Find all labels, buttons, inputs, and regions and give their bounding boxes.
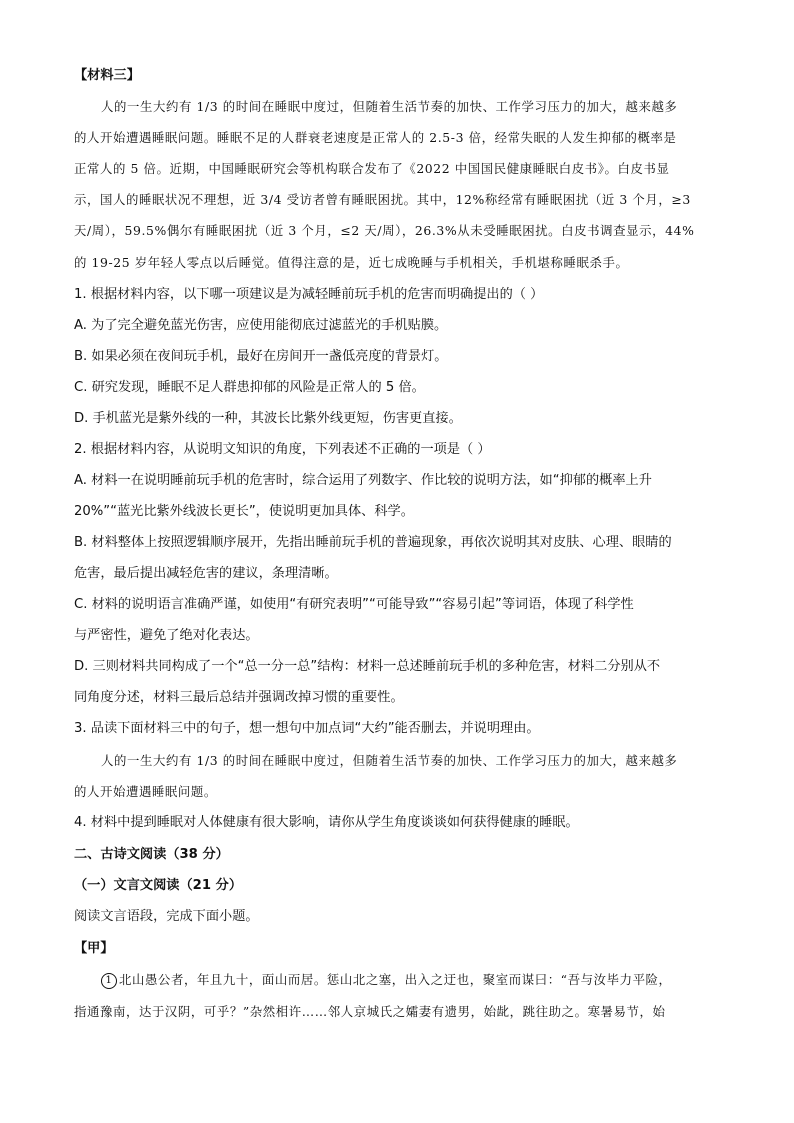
question-3-quote-line-1: 人的一生大约有 1/3 的时间在睡眠中度过，但随着生活节奏的加快、工作学习压力的加大，越来越多 <box>101 753 678 768</box>
question-2-option-b-line-1: B. 材料整体上按照逻辑顺序展开，先指出睡前玩手机的普遍现象，再依次说明其对皮肤、心理、眼睛的 <box>74 535 672 550</box>
question-2-option-d-line-2: 同角度分述，材料三最后总结并强调改掉习惯的重要性。 <box>74 690 404 705</box>
question-2-option-a-line-1: A. 材料一在说明睡前玩手机的危害时，综合运用了列数字、作比较的说明方法，如“抑郁的概率上升 <box>74 473 652 488</box>
subsection-1-title: （一）文言文阅读（21 分） <box>74 878 243 893</box>
passage-jia-heading: 【甲】 <box>74 941 114 956</box>
paragraph-number: 1 <box>101 973 117 989</box>
material3-line-4: 示，国人的睡眠状况不理想，近 3/4 受访者曾有睡眠困扰。其中，12%称经常有睡眠困扰（近 3 个月，≥3 <box>74 192 691 207</box>
passage-jia-line-1-text: 北山愚公者，年且九十，面山而居。惩山北之塞，出入之迂也，聚室而谋曰：“吾与汝毕力平险， <box>119 972 672 987</box>
material3-heading: 【材料三】 <box>74 68 140 83</box>
material3-line-6: 的 19-25 岁年轻人零点以后睡觉。值得注意的是，近七成晚睡与手机相关，手机堪称睡眠杀手。 <box>74 255 629 270</box>
question-2-option-a-line-2: 20%”“蓝光比紫外线波长更长”，使说明更加具体、科学。 <box>74 504 414 519</box>
question-1-option-c: C. 研究发现，睡眠不足人群患抑郁的风险是正常人的 5 倍。 <box>74 380 425 395</box>
question-2-option-c-line-1: C. 材料的说明语言准确严谨，如使用“有研究表明”“可能导致”“容易引起”等词语，体现了科学性 <box>74 597 634 612</box>
question-1-option-b: B. 如果必须在夜间玩手机，最好在房间开一盏低亮度的背景灯。 <box>74 349 448 364</box>
material3-line-3: 正常人的 5 倍。近期，中国睡眠研究会等机构联合发布了《2022 中国国民健康睡眠白皮书》。白皮书显 <box>74 161 670 176</box>
material3-line-1: 人的一生大约有 1/3 的时间在睡眠中度过，但随着生活节奏的加快、工作学习压力的加大，越来越多 <box>101 99 678 114</box>
question-2-option-b-line-2: 危害，最后提出减轻危害的建议，条理清晰。 <box>74 566 338 581</box>
reading-instruction: 阅读文言语段，完成下面小题。 <box>74 909 259 924</box>
passage-jia-line-2: 指通豫南，达于汉阴，可乎？”杂然相许……邻人京城氏之孀妻有遗男，始龀，跳往助之。寒暑易节，始 <box>74 1004 666 1019</box>
question-1-stem: 1. 根据材料内容，以下哪一项建议是为减轻睡前玩手机的危害而明确提出的（ ） <box>74 287 544 302</box>
passage-jia-line-1 <box>101 971 672 989</box>
question-2-stem: 2. 根据材料内容，从说明文知识的角度，下列表述不正确的一项是（ ） <box>74 442 491 457</box>
question-2-option-d-line-1: D. 三则材料共同构成了一个“总一分一总”结构：材料一总述睡前玩手机的多种危害，材料二分别从不 <box>74 659 661 674</box>
question-4-stem: 4. 材料中提到睡眠对人体健康有很大影响，请你从学生角度谈谈如何获得健康的睡眠。 <box>74 815 579 830</box>
material3-line-5: 天/周），59.5%偶尔有睡眠困扰（近 3 个月，≤2 天/周），26.3%从未受睡眠困扰。白皮书调查显示，44% <box>74 223 695 238</box>
question-3-quote-line-2: 的人开始遭遇睡眠问题。 <box>74 784 217 799</box>
question-1-option-d: D. 手机蓝光是紫外线的一种，其波长比紫外线更短，伤害更直接。 <box>74 411 462 426</box>
section-2-title: 二、古诗文阅读（38 分） <box>74 847 229 862</box>
material3-line-2: 的人开始遭遇睡眠问题。睡眠不足的人群衰老速度是正常人的 2.5-3 倍，经常失眠的人发生抑郁的概率是 <box>74 130 677 145</box>
question-1-option-a: A. 为了完全避免蓝光伤害，应使用能彻底过滤蓝光的手机贴膜。 <box>74 318 448 333</box>
question-2-option-c-line-2: 与严密性，避免了绝对化表达。 <box>74 628 259 643</box>
question-3-stem: 3. 品读下面材料三中的句子，想一想句中加点词“大约”能否删去，并说明理由。 <box>74 721 540 736</box>
